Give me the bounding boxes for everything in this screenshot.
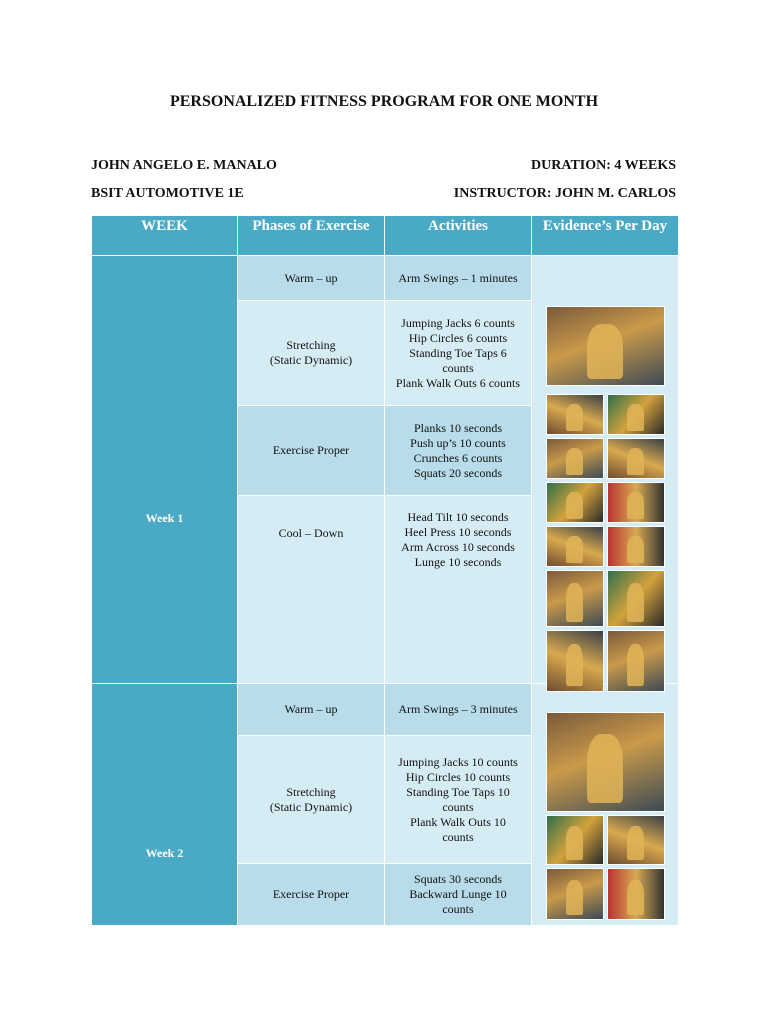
fitness-program-table: [91, 215, 679, 926]
evidence-photos: [546, 712, 665, 920]
activity-item: Standing Toe Taps 10 counts: [406, 784, 510, 814]
phase-cell: Exercise Proper: [238, 864, 385, 926]
evidence-photo: [546, 815, 604, 865]
evidence-photo: [546, 306, 665, 386]
evidence-photo: [546, 526, 604, 567]
course-label: BSIT AUTOMOTIVE 1E: [91, 186, 244, 201]
activity-cell: [385, 301, 532, 406]
phase-cell: Warm – up: [238, 684, 385, 736]
activity-cell: [385, 864, 532, 926]
evidence-photo: [607, 482, 665, 523]
evidence-photos: [546, 306, 665, 655]
activity-item: Heel Press 10 seconds: [404, 525, 512, 539]
activity-item: Backward Lunge 10 counts: [409, 887, 507, 916]
evidence-photo: [546, 712, 665, 812]
activity-cell: [385, 736, 532, 864]
header-week: WEEK: [92, 216, 238, 256]
evidence-photo: [546, 868, 604, 920]
evidence-photo: [546, 570, 604, 627]
evidence-photo: [607, 815, 665, 865]
activity-cell: [385, 406, 532, 496]
evidence-cell: [532, 684, 679, 926]
duration-label: DURATION: 4 WEEKS: [531, 158, 676, 173]
phase-cell: Exercise Proper: [238, 406, 385, 496]
phase-line: Stretching: [286, 338, 336, 352]
activity-item: Hip Circles 10 counts: [405, 769, 511, 784]
phase-line: Stretching: [286, 784, 336, 799]
activity-item: Arm Swings – 1 minutes: [398, 270, 518, 285]
phase-cell: [238, 301, 385, 406]
instructor-label: INSTRUCTOR: JOHN M. CARLOS: [453, 186, 676, 201]
phase-line: (Static Dynamic): [269, 353, 353, 367]
activity-item: Jumping Jacks 6 counts: [401, 315, 515, 330]
evidence-photo: [546, 482, 604, 523]
activity-item: Squats 30 seconds: [414, 872, 502, 886]
evidence-photo: [607, 526, 665, 567]
student-name: JOHN ANGELO E. MANALO: [91, 158, 277, 173]
evidence-photo: [607, 868, 665, 920]
phase-cell: Warm – up: [238, 256, 385, 301]
phase-cell: Cool – Down: [238, 496, 385, 684]
activity-item: Head Tilt 10 seconds: [407, 510, 509, 524]
activity-cell: [385, 684, 532, 736]
phase-cell: [238, 736, 385, 864]
phase-line: (Static Dynamic): [269, 799, 353, 814]
week-1-cell: [92, 256, 238, 684]
week-label: Week 2: [145, 845, 184, 860]
activity-item: Hip Circles 6 counts: [408, 330, 508, 345]
week-2-cell: [92, 684, 238, 926]
evidence-cell: [532, 256, 679, 684]
evidence-photo: [607, 394, 665, 435]
evidence-photo: [546, 438, 604, 479]
activity-item: Jumping Jacks 10 counts: [398, 754, 518, 769]
activity-item: Planks 10 seconds: [414, 420, 502, 435]
evidence-photo: [607, 630, 665, 692]
activity-item: Lunge 10 seconds: [414, 555, 502, 569]
evidence-photo: [607, 438, 665, 479]
activity-cell: [385, 256, 532, 301]
evidence-photo: [546, 630, 604, 692]
evidence-photo: [546, 394, 604, 435]
activity-item: Arm Swings – 3 minutes: [398, 702, 518, 716]
document-title: PERSONALIZED FITNESS PROGRAM FOR ONE MONTH: [169, 93, 599, 110]
table-row: [92, 256, 679, 301]
header-phases: Phases of Exercise: [238, 216, 385, 256]
table-header-row: [92, 216, 679, 256]
activity-item: Plank Walk Outs 10 counts: [410, 814, 506, 844]
activity-item: Squats 20 seconds: [414, 465, 502, 480]
activity-item: Push up’s 10 counts: [410, 435, 506, 450]
header-evidence: Evidence’s Per Day: [532, 216, 679, 256]
activity-item: Crunches 6 counts: [413, 450, 503, 465]
evidence-photo: [607, 570, 665, 627]
header-activities: Activities: [385, 216, 532, 256]
week-label: Week 1: [145, 510, 184, 525]
activity-item: Standing Toe Taps 6 counts: [409, 345, 507, 375]
activity-item: Arm Across 10 seconds: [401, 540, 515, 554]
activity-cell: [385, 496, 532, 684]
activity-item: Plank Walk Outs 6 counts: [395, 375, 521, 390]
